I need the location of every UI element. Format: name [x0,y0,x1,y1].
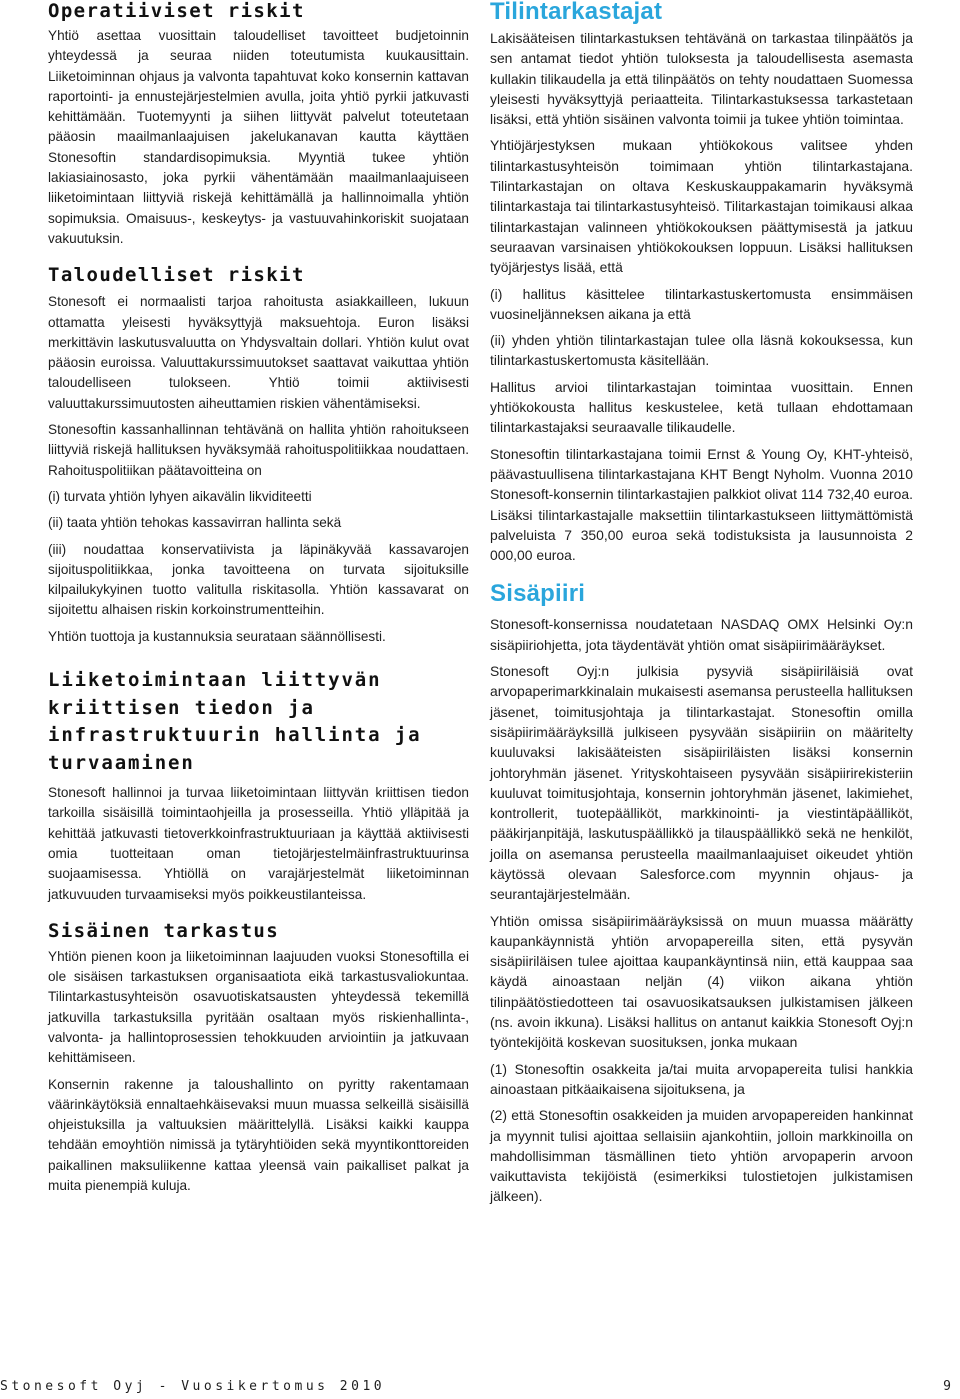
internal-audit-paragraph-1: Yhtiön pienen koon ja liiketoiminnan laajuuden vuoksi Stonesoftilla ei ole sisäisen tarkastuksen organisaatiota eikä tarkastusvaliokuntaa. Tilintarkastusyhteisön osavuotiskatsausten yhteydessä tekemillä jatkuvilla tarkastuksilla pyritään osaltaan myös riskienhallinta-, valvonta- ja hallintoprosessien tehokkuuden arviointiin ja jatkuvaan kehittämiseen. [48,948,469,1066]
operational-risks-paragraph: Yhtiö asettaa vuosittain taloudelliset tavoitteet budjetoinnin yhteydessä ja seuraa niiden toteutumista kuukausittain. Liiketoiminnan ohjaus ja valvonta tapahtuvat koko konsernin kattavan raportointi- ja ennustejärjestelmien avulla, joita yhtiö pyrkii jatkuvasti kehittämään. Tuotemyynti ja siihen liittyvät palvelut toteutetaan pääosin maailmanlaajuisen jakelukanavan kautta käyttäen Stonesoftin standardisopimuksia. Myyntiä tukee yhtiön lakiasiainosasto, joka pyrkii vähentämään maailmanlaajuiseen liiketoimintaan liittyviä riskejä kehittämällä ja hallinnoimalla yhtiön sopimuksia. Omaisuus-, keskeytys- ja vastuuvahinkoriskit suojataan vakuutuksin. [48,28,469,246]
financial-risks-paragraph-2: Stonesoftin kassanhallinnan tehtävänä on hallita yhtiön rahoitukseen liittyviä riskejä hallituksen hyväksymää rahoituspolitiikkaa noudattaen. Rahoituspolitiikan päätavoitteina on [48,422,469,478]
financial-risks-item-ii: (ii) taata yhtiön tehokas kassavirran hallinta sekä [48,515,342,531]
footer-publication-title: Stonesoft Oyj - Vuosikertomus 2010 [0,1379,386,1394]
section-heading-financial-risks: Taloudelliset riskit [48,264,305,287]
footer-page-number: 9 [943,1379,951,1394]
section-heading-operational-risks: Operatiiviset riskit [48,0,305,22]
financial-risks-item-i: (i) turvata yhtiön lyhyen aikavälin likviditeetti [48,488,312,504]
section-heading-internal-audit: Sisäinen tarkastus [48,919,280,942]
section-heading-insiders: Sisäpiiri [490,580,586,608]
auditors-paragraph-2: Yhtiöjärjestyksen mukaan yhtiökokous valitsee yhden tilintarkastusyhteisön toimimaan yhtiön tilintarkastajana. Tilintarkastajan on oltava Keskuskauppakamarin hyväksymä tilintarkastaja tai tilintarkastusyhteisö. Tilitarkastajan toimikausi alkaa tilintarkastajan valinneen yhtiökokouksen päättymisestä ja jatkuu seuraavan varsinaisen yhtiökokouksen loppuun. Lisäksi hallituksen työjärjestys lisää, että [490,137,913,276]
insiders-item-1: (1) Stonesoftin osakkeita ja/tai muita arvopapereita tulisi hankkia ainoastaan pitkäaikaisena sijoituksena, ja [490,1060,913,1097]
auditors-paragraph-1: Lakisääteisen tilintarkastuksen tehtävänä on tarkastaa tilinpäätös ja sen antamat tiedot yhtiön tuloksesta ja taloudellisesta asemasta kullakin tilikaudella ja että tilinpäätös on tehty noudattaen Suomessa yleisesti hyväksyttyjä periaatteita. Tilintarkastuksessa tarkastetaan lisäksi, että yhtiön sisäinen valvonta toimii ja tukee yhtiön toimintaa. [490,30,913,128]
left-column [48,0,469,1196]
right-column [490,0,913,1207]
auditors-paragraph-fees: Stonesoftin tilintarkastajana toimii Ernst & Young Oy, KHT-yhteisö, päävastuullisena tilintarkastajana KHT Bengt Nyholm. Vuonna 2010 Stonesoft-konsernin tilintarkastajien palkkiot olivat 114 732,40 euroa. Lisäksi tilintarkastajalle maksettiin tilintarkastukseen liittymättömistä palveluista 7 350,00 euroa sekä todistuksista ja lausunnoista 2 000,00 euroa. [490,445,913,564]
financial-risks-item-iii: (iii) noudattaa konservatiivista ja läpinäkyvää kassavarojen sijoituspolitiikkaa, jonka tavoitteena on turvata sijoituksille kilpailukykyinen tuotto valitulla riskitasolla. Yhtiön kassavarat on sijoitettu alhaisen riskin korkoinstrumentteihin. [48,541,469,618]
insiders-paragraph-3: Yhtiön omissa sisäpiirimääräyksissä on muun muassa määrätty kaupankäynnistä yhtiön arvopapereilla siten, että pysyvän sisäpiiriläisen tulee ajoittaa kaupankäyntinsä niin, että kauppaa saa käydä ainoastaan neljän (4) viikon aikana yhtiön tilinpäätöstiedotteen tai osavuosikatsauksen julkistamisen jälkeen (ns. avoin ikkuna). Lisäksi hallitus on antanut kaikkia Stonesoft Oyj:n työntekijöitä koskevan suosituksen, jonka mukaan [490,912,913,1051]
auditors-item-i: (i) hallitus käsittelee tilintarkastuskertomusta ensimmäisen vuosineljänneksen aikana ja että [490,285,913,322]
insiders-paragraph-2: Stonesoft Oyj:n julkisia pysyviä sisäpiiriläisiä ovat arvopaperimarkkinalain mukaisesti asemansa perusteella hallituksen jäsenet, toimitusjohtaja ja tilintarkastajat. Stonesoftin omilla sisäpiirimääräyksillä julkiseen pysyvään sisäpiiriin on määritelty kuuluvaksi lakisääteisten sisäpiiriläisten lisäksi konsernin johtoryhmän jäsenet. Yrityskohtaiseen pysyvään sisäpiirirekisteriin kuuluvat toimitusjohtaja, konsernin johtoryhmän jäsenet, lakimiehet, kontrollerit, tuotepäälliköt, markkinointi- ja viestintäpäälliköt, pääkirjanpitäjä, laskutuspäällikkö ja tilauspäällikkö sekä ne henkilöt, joilla on asemansa perusteella maailmanlaajuiset oikeudet yhtiön käytössä olevaan Salesforce.com myynnin ohjaus- ja seurantajärjestelmään. [490,663,913,903]
internal-audit-paragraph-2: Konsernin rakenne ja taloushallinto on pyritty rakentamaan väärinkäytöksiä ennaltaehkäisevaksi muun muassa selkeillä sisäisillä ohjeistuksilla ja valtuuksien määrittelyllä. Lisäksi kaikki kauppa tehdään emoyhtiön nimissä ja tytäryhtiöiden sekä myyntikonttoreiden paikallinen maksuliikenne kattaa yleensä vain paikalliset palkat ja muita pienempiä kuluja. [48,1076,469,1194]
section-heading-critical-information: Liiketoimintaan liittyvän kriittisen tiedon ja infrastruktuurin hallinta ja turvaaminen [48,669,422,774]
insiders-paragraph-1: Stonesoft-konsernissa noudatetaan NASDAQ OMX Helsinki Oy:n sisäpiiriohjetta, jota täydentävät yhtiön omat sisäpiirimääräykset. [490,616,913,653]
page-footer [0,1379,960,1399]
insiders-item-2: (2) että Stonesoftin osakkeiden ja muiden arvopapereiden hankinnat ja myynnit tulisi ajoittaa sellaisiin ajankohtiin, jolloin markkinoilla on mahdollisimman täsmällinen tieto yhtiön arvopaperin arvoon vaikuttavista tekijöistä (esimerkiksi tulostietojen julkistamisen jälkeen). [490,1107,913,1205]
section-heading-auditors: Tilintarkastajat [490,0,663,25]
critical-information-paragraph: Stonesoft hallinnoi ja turvaa liiketoimintaan liittyvän kriittisen tiedon tarkoilla sisäisillä toimintaohjeilla ja prosesseilla. Yhtiö ylläpitää ja kehittää jatkuvasti tietoverkkoinfrastruktuuriaan ja käyttää aktiivisesti omia tuotteitaan oman tietojärjestelmäinfrastruktuurinsa suojaamisessa. Yhtiöllä on varajärjestelmät liiketoiminnan jatkuvuuden turvaamiseksi myös poikkeustilanteissa. [48,785,469,902]
auditors-item-ii: (ii) yhden yhtiön tilintarkastajan tulee olla läsnä kokouksessa, kun tilintarkastuskertomusta käsitellään. [490,332,913,369]
auditors-paragraph-evaluation: Hallitus arvioi tilintarkastajan toimintaa vuosittain. Ennen yhtiökokousta hallitus keskustelee, ketä tullaan ehdottamaan tilintarkastajaksi seuraavalle tilikaudelle. [490,378,913,436]
financial-risks-paragraph-1: Stonesoft ei normaalisti tarjoa rahoitusta asiakkailleen, lukuun ottamatta yleisesti hyväksyttyjä maksuehtoja. Euron lisäksi merkittävin laskutusvaluutta on Yhdysvaltain dollari. Yhtiön kulut ovat pääosin euroissa. Valuuttakurssimuutokset saattavat vaikuttaa yhtiön taloudelliseen tulokseen. Yhtiö toimii aktiivisesti valuuttakurssimuutosten aiheuttamien riskien vähentämiseksi. [48,294,469,411]
financial-risks-paragraph-monitoring: Yhtiön tuottoja ja kustannuksia seurataan säännöllisesti. [48,628,386,644]
